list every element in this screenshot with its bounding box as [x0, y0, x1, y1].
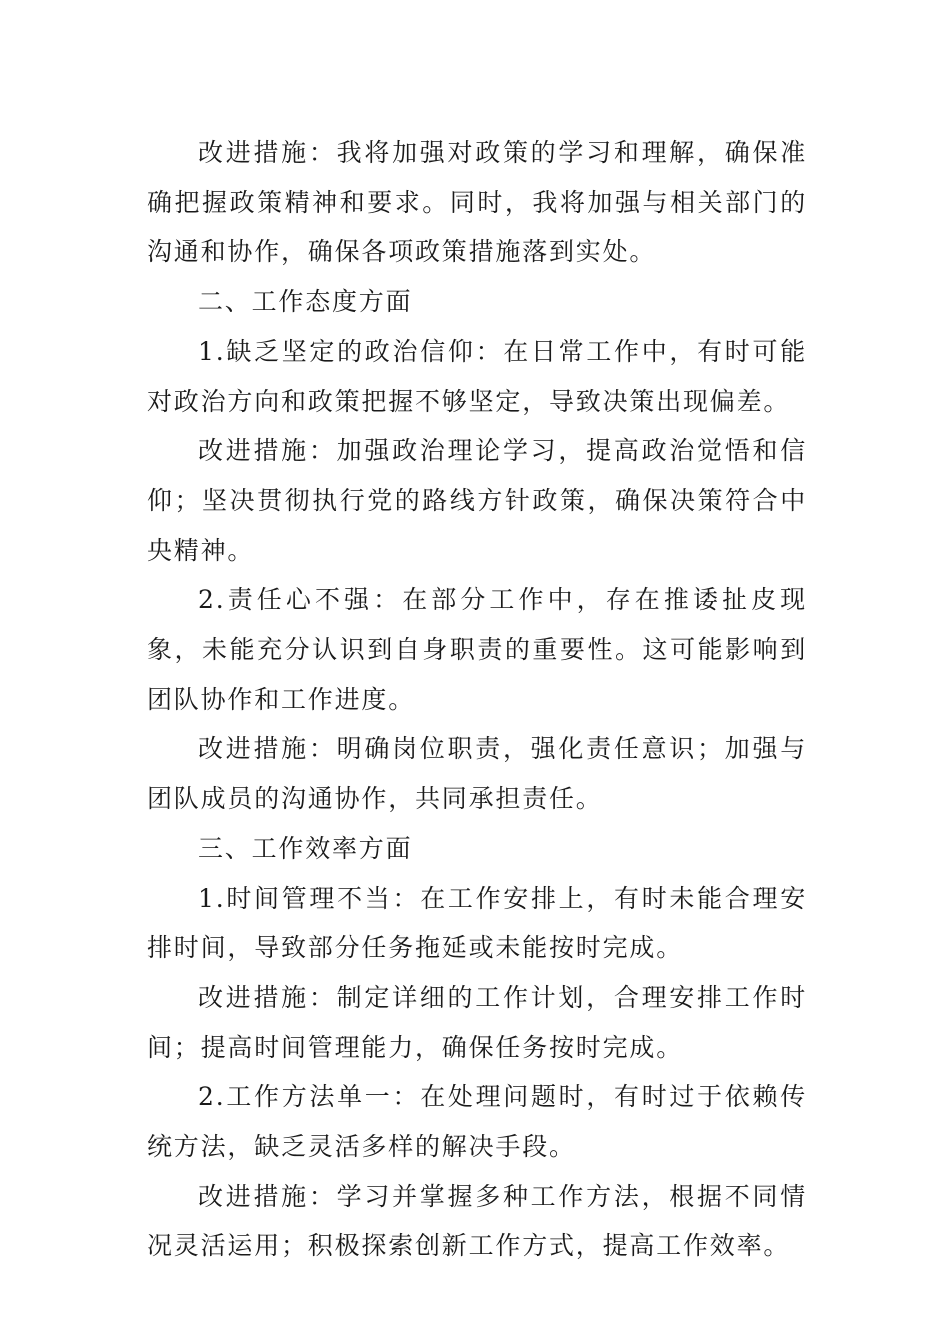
section-heading-work-attitude: 二、工作态度方面	[198, 287, 413, 317]
document-body	[147, 128, 807, 1271]
paragraph-improvement-responsibility: 改进措施：明确岗位职责，强化责任意识；加强与团队成员的沟通协作，共同承担责任。	[147, 734, 807, 814]
paragraph-political-belief: 1.缺乏坚定的政治信仰：在日常工作中，有时可能对政治方向和政策把握不够坚定，导致决策出现偏差。	[147, 336, 807, 416]
paragraph-responsibility: 2.责任心不强：在部分工作中，存在推诿扯皮现象，未能充分认识到自身职责的重要性。这可能影响到团队协作和工作进度。	[147, 585, 807, 714]
paragraph-time-management: 1.时间管理不当：在工作安排上，有时未能合理安排时间，导致部分任务拖延或未能按时完成。	[147, 883, 807, 963]
section-heading-work-efficiency: 三、工作效率方面	[198, 833, 413, 863]
paragraph-work-method: 2.工作方法单一：在处理问题时，有时过于依赖传统方法，缺乏灵活多样的解决手段。	[147, 1082, 807, 1162]
paragraph-improvement-time: 改进措施：制定详细的工作计划，合理安排工作时间；提高时间管理能力，确保任务按时完成。	[147, 982, 807, 1062]
paragraph-improvement-political: 改进措施：加强政治理论学习，提高政治觉悟和信仰；坚决贯彻执行党的路线方针政策，确保决策符合中央精神。	[147, 436, 807, 565]
paragraph-improvement-method: 改进措施：学习并掌握多种工作方法，根据不同情况灵活运用；积极探索创新工作方式，提高工作效率。	[147, 1181, 807, 1261]
paragraph-improvement-policy: 改进措施：我将加强对政策的学习和理解，确保准确把握政策精神和要求。同时，我将加强与相关部门的沟通和协作，确保各项政策措施落到实处。	[147, 138, 807, 267]
